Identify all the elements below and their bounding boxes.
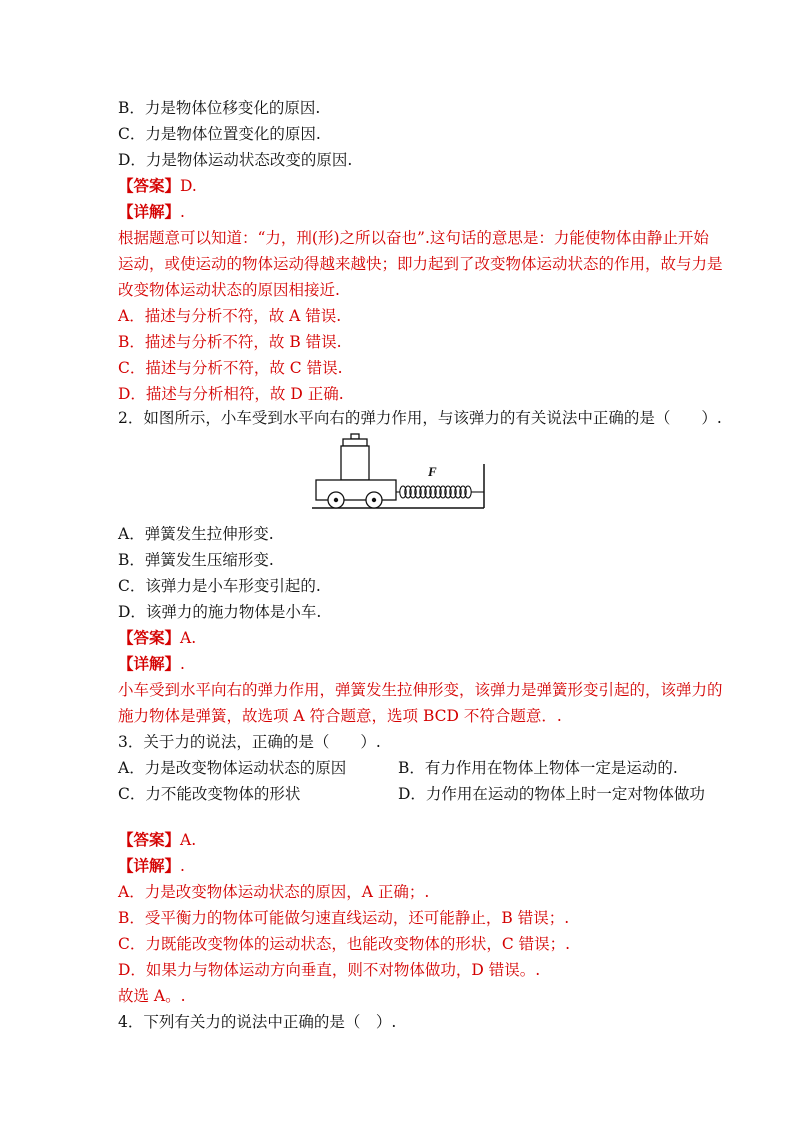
answer-label: 【答案】 (118, 176, 181, 195)
q1-analysis-d: D．描述与分析相符，故 D 正确. (118, 385, 344, 403)
detail-label: 【详解】 (118, 654, 181, 673)
answer-label: 【答案】 (118, 830, 181, 849)
q1-analysis-c: C．描述与分析不符，故 C 错误. (118, 359, 343, 377)
weight-body (341, 446, 369, 480)
q2-explanation-line-2: 施力物体是弹簧，故选项 A 符合题意，选项 BCD 不符合题意．. (118, 707, 562, 725)
q2-option-c: C．该弹力是小车形变引起的. (118, 577, 321, 595)
q3-analysis-a: A．力是改变物体运动状态的原因，A 正确；. (118, 883, 430, 901)
q2-answer (118, 628, 196, 648)
cart-spring-diagram (308, 432, 494, 516)
q2-option-d: D．该弹力的施力物体是小车. (118, 603, 322, 621)
q1-option-b: B．力是物体位移变化的原因. (118, 99, 321, 117)
q3-analysis-b: B．受平衡力的物体可能做匀速直线运动，还可能静止，B 错误；. (118, 909, 570, 927)
q3-option-a: A．力是改变物体运动状态的原因 (118, 759, 347, 777)
q1-option-d: D．力是物体运动状态改变的原因. (118, 151, 353, 169)
q2-explanation-line-1: 小车受到水平向右的弹力作用，弹簧发生拉伸形变，该弹力是弹簧形变引起的，该弹力的 (118, 681, 723, 699)
q2-option-b: B．弹簧发生压缩形变. (118, 551, 274, 569)
q3-stem: 3．关于力的说法，正确的是（ ）. (118, 733, 381, 751)
detail-label: 【详解】 (118, 856, 181, 875)
answer-value: A. (180, 629, 197, 647)
q1-explanation-line-1: 根据题意可以知道：“力，刑(形)之所以奋也”.这句话的意思是：力能使物体由静止开始 (118, 229, 709, 247)
q3-analysis-d: D．如果力与物体运动方向垂直，则不对物体做功，D 错误。. (118, 961, 541, 979)
detail-suffix: . (180, 203, 185, 221)
weight-knob (351, 434, 359, 439)
weight-top (343, 439, 367, 446)
q3-conclusion: 故选 A。. (118, 987, 186, 1005)
spring-coil (396, 486, 484, 498)
q3-option-b: B．有力作用在物体上物体一定是运动的. (398, 759, 678, 777)
q1-detail-heading (118, 202, 185, 222)
detail-label: 【详解】 (118, 202, 181, 221)
detail-suffix: . (180, 857, 185, 875)
answer-value: A. (180, 831, 197, 849)
q2-detail-heading (118, 654, 185, 674)
q1-explanation-line-3: 改变物体运动状态的原因相接近. (118, 281, 340, 299)
q1-analysis-b: B．描述与分析不符，故 B 错误. (118, 333, 342, 351)
q2-stem: 2．如图所示，小车受到水平向右的弹力作用，与该弹力的有关说法中正确的是（ ）. (118, 409, 722, 427)
q3-option-d: D．力作用在运动的物体上时一定对物体做功 (398, 785, 705, 803)
q4-stem: 4．下列有关力的说法中正确的是（ ）. (118, 1013, 397, 1031)
q2-option-a: A．弹簧发生拉伸形变. (118, 525, 274, 543)
axle-left (334, 498, 338, 502)
force-label: F (428, 464, 437, 479)
q3-option-c: C．力不能改变物体的形状 (118, 785, 301, 803)
q3-analysis-c: C．力既能改变物体的运动状态，也能改变物体的形状，C 错误；. (118, 935, 571, 953)
answer-value: D. (180, 177, 197, 195)
q1-explanation-line-2: 运动，或使运动的物体运动得越来越快；即力起到了改变物体运动状态的作用，故与力是 (118, 255, 723, 273)
q3-answer (118, 830, 196, 850)
detail-suffix: . (180, 655, 185, 673)
answer-label: 【答案】 (118, 628, 181, 647)
axle-right (372, 498, 376, 502)
q3-detail-heading (118, 856, 185, 876)
q1-option-c: C．力是物体位置变化的原因. (118, 125, 321, 143)
cart-spring-figure (308, 432, 494, 516)
q1-analysis-a: A．描述与分析不符，故 A 错误. (118, 307, 342, 325)
q1-answer (118, 176, 197, 196)
